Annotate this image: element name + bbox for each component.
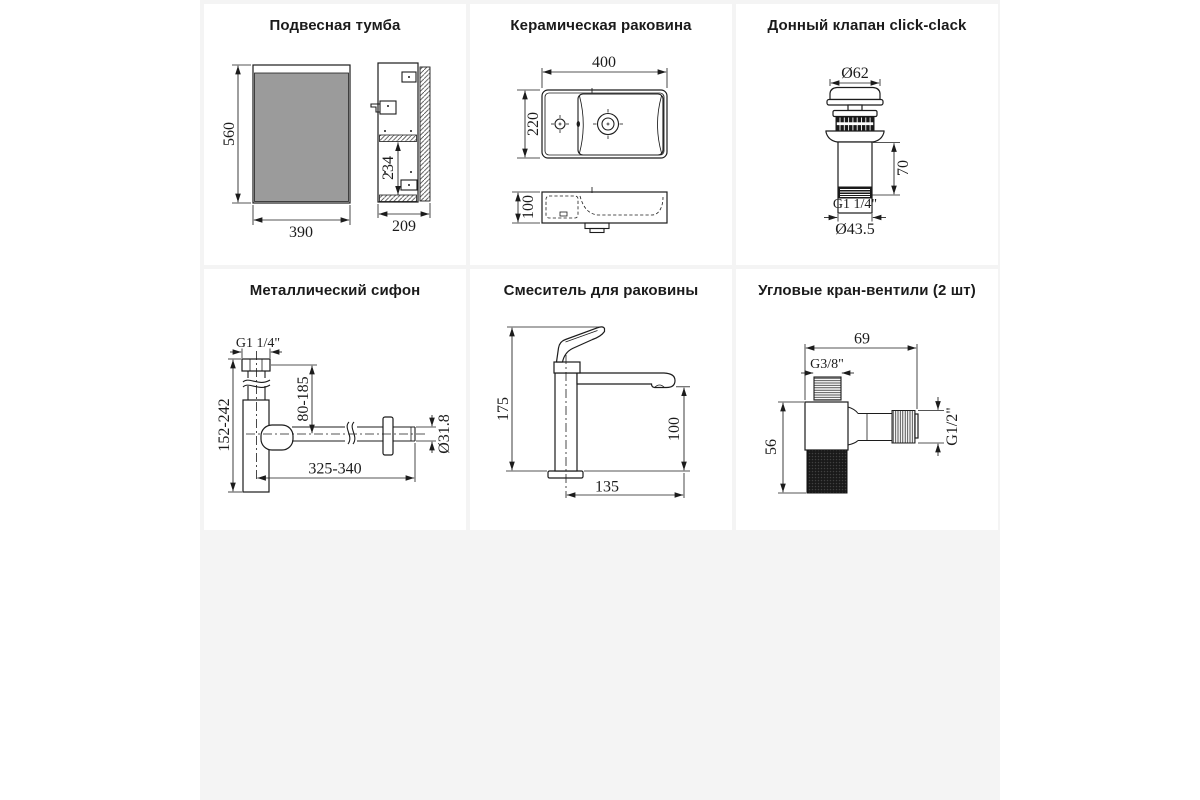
svg-text:209: 209: [392, 218, 416, 235]
svg-text:56: 56: [763, 439, 780, 455]
panel-mixer: [470, 269, 732, 530]
image-background: [200, 0, 1000, 800]
svg-text:220: 220: [525, 112, 542, 136]
cabinet-drawing: [204, 4, 466, 265]
panel-cabinet: [204, 4, 466, 265]
svg-text:400: 400: [592, 54, 616, 71]
thread-label: G1 1/4": [832, 197, 878, 212]
svg-text:G1/2": G1/2": [944, 407, 961, 446]
dimension-body-70: [872, 143, 912, 196]
dimension-height-175: [495, 327, 603, 471]
dimension-height-56: [763, 402, 806, 493]
svg-text:100: 100: [666, 417, 683, 441]
dimension-height-152-242: [216, 359, 242, 492]
knurled-handle: [807, 450, 847, 493]
drain-stub: [585, 223, 609, 233]
svg-text:Ø31.8: Ø31.8: [436, 414, 453, 454]
dimension-spout-height-100: [584, 387, 690, 471]
panel-drain-valve: [736, 4, 998, 265]
panel-title: Подвесная тумба: [269, 17, 401, 34]
panel-title: Смеситель для раковины: [503, 282, 699, 299]
siphon-drawing: [204, 269, 466, 530]
mixer-body: [548, 327, 675, 498]
dimension-inlet-thread-g38: [801, 357, 854, 373]
panel-angle-valve: [736, 269, 998, 530]
dimension-pipe-43-5: [824, 214, 886, 238]
valve-body: [826, 88, 884, 214]
dimension-outlet-thread-g12: [918, 397, 961, 456]
panel-title: Угловые кран-вентили (2 шт): [758, 282, 976, 299]
panel-siphon: [204, 269, 466, 530]
svg-text:100: 100: [520, 195, 537, 219]
dimension-thread-g114: [230, 336, 282, 358]
panel-title: Металлический сифон: [249, 282, 421, 299]
cabinet-front-view: [253, 65, 350, 203]
dimension-depth-220: [517, 90, 542, 158]
svg-text:G3/8": G3/8": [810, 357, 844, 372]
basin-side-view: [542, 187, 667, 233]
dimension-spout-reach-135: [567, 473, 684, 498]
svg-text:560: 560: [221, 122, 238, 146]
dimension-cap-62: [830, 65, 880, 86]
dimension-inlet-80-185: [271, 365, 317, 433]
outlet-thread: [892, 411, 915, 444]
svg-text:G1 1/4": G1 1/4": [235, 336, 281, 351]
basin-top-view: [542, 88, 667, 158]
drain-valve-drawing: [736, 4, 998, 265]
panel-basin: [470, 4, 732, 265]
mixer-drawing: [470, 269, 732, 530]
angle-valve-drawing: [736, 269, 998, 530]
dimension-width-400: [542, 54, 667, 88]
svg-text:135: 135: [595, 478, 619, 496]
dimension-height-560: [221, 65, 251, 203]
dimension-depth-209: [378, 203, 430, 235]
dimension-height-100: [512, 192, 540, 223]
svg-text:Ø43.5: Ø43.5: [835, 221, 875, 238]
svg-text:80-185: 80-185: [295, 376, 312, 422]
panel-title: Донный клапан click-clack: [767, 17, 967, 34]
svg-text:390: 390: [289, 224, 313, 241]
svg-text:234: 234: [380, 156, 397, 180]
basin-drawing: [470, 4, 732, 265]
panel-title: Керамическая раковина: [510, 17, 692, 34]
dimension-width-390: [253, 205, 350, 241]
svg-text:69: 69: [854, 330, 870, 348]
svg-text:70: 70: [895, 160, 912, 176]
svg-text:325-340: 325-340: [308, 460, 362, 478]
svg-text:175: 175: [495, 397, 512, 421]
svg-text:Ø62: Ø62: [841, 65, 869, 82]
svg-text:152-242: 152-242: [216, 398, 233, 452]
valve-body: [805, 377, 918, 493]
inlet-thread-stub: [814, 377, 841, 400]
cabinet-side-view: [371, 63, 430, 202]
